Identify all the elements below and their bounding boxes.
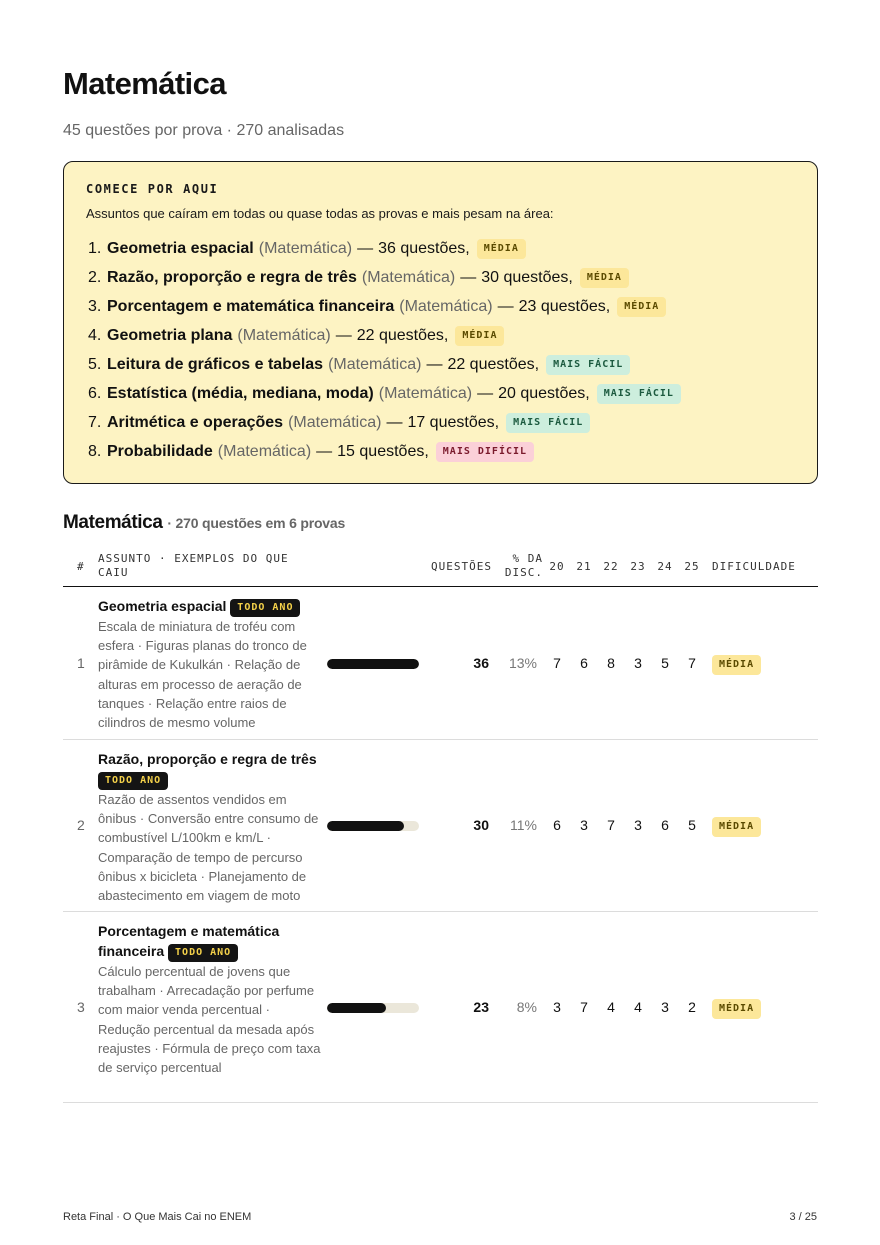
top-topic-number: 5.: [88, 355, 102, 373]
difficulty-badge: MÉDIA: [712, 655, 761, 675]
row-difficulty: [712, 654, 761, 675]
row-year-count: 7: [553, 654, 561, 671]
row-year-count: 4: [634, 998, 642, 1015]
top-topic-number: 4.: [88, 326, 102, 344]
top-topic-item: [88, 292, 681, 321]
difficulty-badge: MAIS FÁCIL: [546, 355, 630, 375]
top-topic-separator: —: [316, 442, 333, 460]
top-topic-count: 23 questões,: [518, 297, 611, 315]
header-year-25: 25: [684, 560, 700, 573]
top-topic-separator: —: [460, 268, 477, 286]
difficulty-badge: MÉDIA: [477, 239, 526, 259]
header-difficulty: DIFICULDADE: [712, 560, 796, 573]
every-year-badge: TODO ANO: [98, 772, 168, 790]
difficulty-badge: MÉDIA: [455, 326, 504, 346]
callout-heading: COMECE POR AQUI: [86, 182, 219, 196]
share-bar: [327, 659, 419, 669]
top-topic-name: Razão, proporção e regra de três: [107, 268, 357, 286]
top-topic-number: 7.: [88, 413, 102, 431]
header-topic-line2: CAIU: [98, 566, 129, 579]
row-year-count: 5: [661, 654, 669, 671]
top-topic-name: Aritmética e operações: [107, 413, 284, 431]
top-topic-separator: —: [357, 239, 374, 257]
start-here-callout: [63, 161, 818, 484]
header-year-24: 24: [657, 560, 673, 573]
header-questions: QUESTÕES: [431, 560, 492, 573]
row-share: 11%: [510, 817, 537, 833]
table-row: [63, 740, 818, 912]
row-topic: [98, 749, 323, 905]
page-number: 3 / 25: [789, 1211, 817, 1223]
top-topic-number: 3.: [88, 297, 102, 315]
row-examples: Cálculo percentual de jovens que trabalham · Arrecadação por perfume com maior venda percentual · Redução percentual da mesada após reajustes · Fórmula de preço com taxa de serviço percentual: [98, 964, 321, 1076]
top-topic-count: 22 questões,: [447, 355, 540, 373]
row-index: 2: [77, 817, 85, 833]
row-questions: 23: [473, 998, 489, 1015]
top-topic-count: 36 questões,: [378, 239, 470, 257]
top-topic-area: (Matemática): [288, 413, 382, 431]
row-title-text: Geometria espacial: [98, 598, 227, 614]
row-share: 13%: [508, 654, 537, 671]
row-questions: 30: [473, 817, 489, 833]
top-topic-name: Porcentagem e matemática financeira: [107, 297, 395, 315]
page-title: Matemática: [63, 66, 226, 101]
table-header: [63, 549, 818, 587]
header-year-20: 20: [549, 560, 565, 573]
top-topic-separator: —: [335, 326, 352, 344]
header-year-21: 21: [576, 560, 592, 573]
row-year-count: 7: [607, 817, 615, 833]
share-bar-fill: [327, 1003, 386, 1013]
share-bar: [327, 1003, 419, 1013]
top-topic-item: [88, 379, 681, 408]
difficulty-badge: MAIS DIFÍCIL: [436, 442, 534, 462]
row-year-count: 8: [607, 654, 615, 671]
row-examples: Razão de assentos vendidos em ônibus · Conversão entre consumo de combustível L/100km e km/L · Comparação de tempo de percurso ônibus x bicicleta · Planejamento de abastecimento em viagem de moto: [98, 792, 319, 904]
top-topic-name: Geometria espacial: [107, 239, 254, 257]
top-topic-area: (Matemática): [217, 442, 312, 460]
top-topic-item: [88, 437, 681, 466]
section-meta: · 270 questões em 6 provas: [167, 515, 346, 531]
header-index: #: [77, 560, 85, 573]
row-examples: Escala de miniatura de troféu com esfera · Figuras planas do tronco de pirâmide de Kukulkán · Relação de alturas em processo de aeração de tanques · Relação entre raios de cilindros de mesmo volume: [98, 619, 307, 731]
every-year-badge: TODO ANO: [230, 599, 300, 617]
row-year-count: 3: [661, 998, 669, 1015]
row-year-count: 7: [688, 654, 696, 671]
top-topic-area: (Matemática): [258, 239, 353, 257]
top-topic-item: [88, 234, 681, 263]
header-share-line2: DISC.: [504, 566, 543, 579]
table-row: [63, 912, 818, 1103]
top-topic-name: Leitura de gráficos e tabelas: [107, 355, 324, 373]
top-topic-count: 20 questões,: [498, 384, 590, 402]
page-subtitle: 45 questões por prova · 270 analisadas: [63, 122, 345, 139]
header-topic: [98, 552, 289, 580]
row-year-count: 4: [607, 998, 615, 1015]
every-year-badge: TODO ANO: [168, 944, 238, 962]
table-row: [63, 587, 818, 740]
header-topic-line1: ASSUNTO · EXEMPLOS DO QUE: [98, 552, 289, 565]
row-year-count: 3: [580, 817, 588, 833]
row-questions: 36: [473, 654, 489, 671]
row-title-text: Porcentagem e matemática financeira: [98, 923, 280, 959]
difficulty-badge: MÉDIA: [580, 268, 629, 288]
row-topic: [98, 596, 323, 732]
row-title: [98, 596, 323, 617]
top-topic-area: (Matemática): [399, 297, 493, 315]
top-topics-list: [88, 234, 681, 466]
row-year-count: 2: [688, 998, 696, 1015]
row-year-count: 3: [634, 817, 642, 833]
top-topic-item: [88, 321, 681, 350]
top-topic-number: 2.: [88, 268, 102, 286]
header-share-line1: % DA: [512, 552, 543, 565]
top-topic-item: [88, 350, 681, 379]
top-topic-separator: —: [426, 355, 443, 373]
share-bar-fill: [327, 821, 404, 831]
top-topic-area: (Matemática): [328, 355, 422, 373]
top-topic-count: 17 questões,: [407, 413, 500, 431]
top-topic-name: Geometria plana: [107, 326, 233, 344]
top-topic-separator: —: [386, 413, 403, 431]
row-year-count: 3: [553, 998, 561, 1015]
top-topic-area: (Matemática): [378, 384, 473, 402]
top-topic-number: 6.: [88, 384, 102, 402]
top-topic-area: (Matemática): [237, 326, 331, 344]
footer-title: Reta Final · O Que Mais Cai no ENEM: [63, 1211, 252, 1223]
row-index: 3: [77, 998, 85, 1015]
row-year-count: 6: [661, 817, 669, 833]
difficulty-badge: MAIS FÁCIL: [597, 384, 681, 404]
row-difficulty: [712, 816, 761, 837]
row-year-count: 5: [688, 817, 696, 833]
top-topic-name: Estatística (média, mediana, moda): [107, 384, 374, 402]
section-title: [63, 512, 345, 534]
row-year-count: 3: [634, 654, 642, 671]
row-topic: [98, 921, 323, 1077]
header-year-23: 23: [630, 560, 646, 573]
header-share: [499, 552, 543, 580]
row-difficulty: [712, 998, 761, 1019]
share-bar: [327, 821, 419, 831]
top-topic-count: 15 questões,: [337, 442, 429, 460]
top-topic-number: 8.: [88, 442, 102, 460]
row-title: [98, 921, 323, 962]
top-topic-area: (Matemática): [361, 268, 456, 286]
difficulty-badge: MAIS FÁCIL: [506, 413, 590, 433]
row-year-count: 6: [580, 654, 588, 671]
difficulty-badge: MÉDIA: [712, 999, 761, 1019]
top-topic-separator: —: [497, 297, 514, 315]
top-topic-item: [88, 263, 681, 292]
top-topic-count: 22 questões,: [356, 326, 449, 344]
row-title: [98, 749, 323, 790]
top-topic-number: 1.: [88, 239, 102, 257]
top-topic-separator: —: [477, 384, 494, 402]
row-index: 1: [77, 654, 85, 671]
header-year-22: 22: [603, 560, 619, 573]
top-topic-item: [88, 408, 681, 437]
section-title-text: Matemática: [63, 512, 163, 533]
difficulty-badge: MÉDIA: [617, 297, 666, 317]
top-topic-name: Probabilidade: [107, 442, 213, 460]
row-title-text: Razão, proporção e regra de três: [98, 751, 317, 767]
share-bar-fill: [327, 659, 419, 669]
difficulty-badge: MÉDIA: [712, 817, 761, 837]
row-year-count: 6: [553, 817, 561, 833]
row-year-count: 7: [580, 998, 588, 1015]
top-topic-count: 30 questões,: [481, 268, 573, 286]
callout-intro: Assuntos que caíram em todas ou quase todas as provas e mais pesam na área:: [86, 206, 554, 221]
row-share: 8%: [516, 998, 537, 1015]
